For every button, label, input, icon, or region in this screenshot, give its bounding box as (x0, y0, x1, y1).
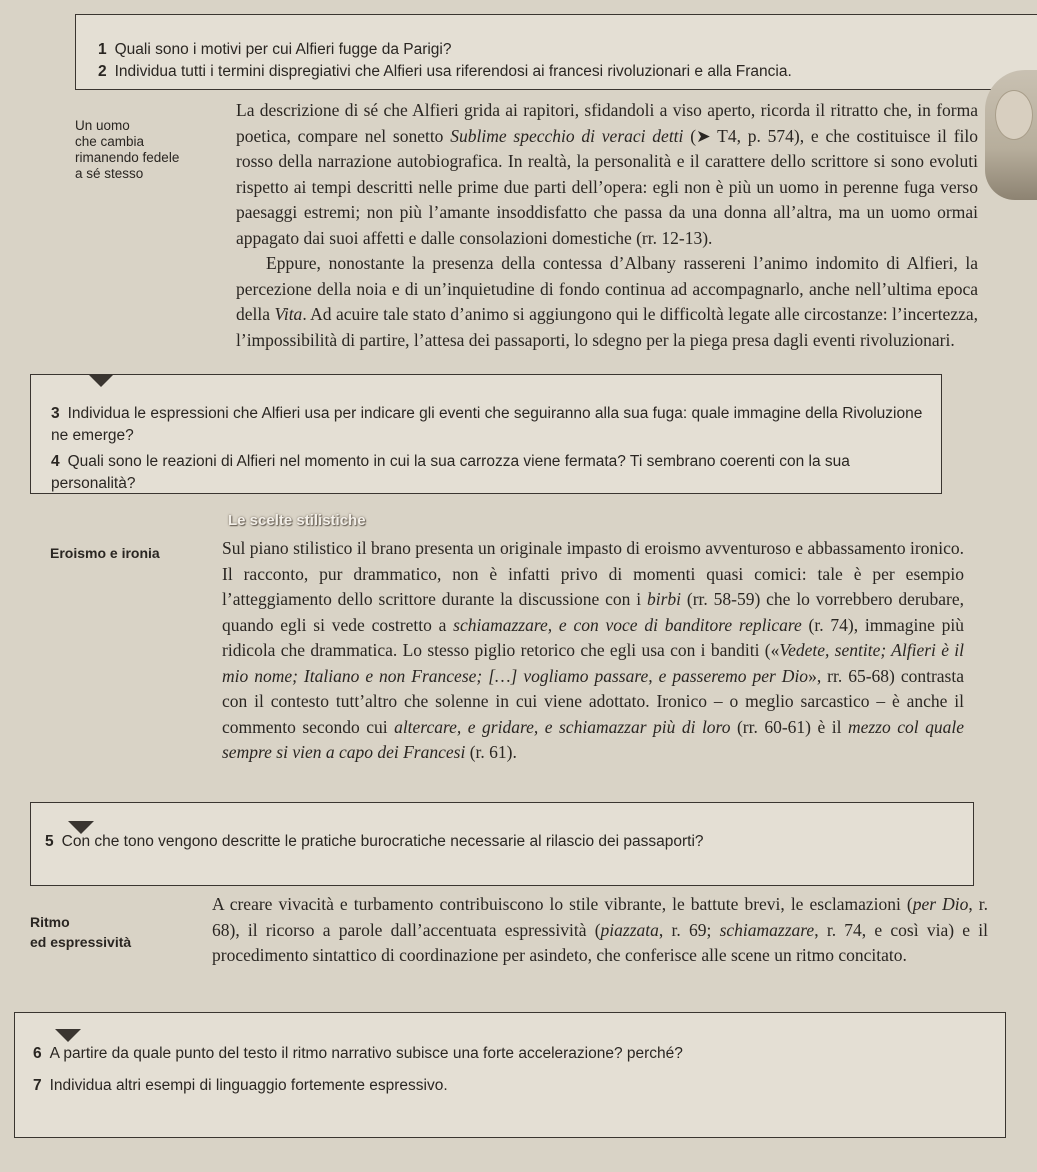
question-3: 3 Individua le espressioni che Alfieri usa per indicare gli eventi che seguiranno alla sua fuga: quale immagine della Rivoluzione ne emerge? (51, 405, 923, 444)
question-1: 1 Quali sono i motivi per cui Alfieri fugge da Parigi? (98, 41, 452, 58)
question-5: 5 Con che tono vengono descritte le pratiche burocratiche necessarie al rilascio dei passaporti? (45, 833, 704, 850)
box-marker-icon (55, 1029, 81, 1042)
question-4: 4 Quali sono le reazioni di Alfieri nel momento in cui la sua carrozza viene fermata? Ti sembrano coerenti con la sua personalità? (51, 453, 850, 492)
section1-paragraph-2: Eppure, nonostante la presenza della contessa d’Albany rassereni l’animo indomito di Alfieri, la percezione della noia e di un’inquietudine di fondo continua ad accompagnarlo, anche nell’ultima epoca della Vita. Ad acuire tale stato d’animo si aggiungono qui le difficoltà legate alle circostanze: l’incertezza, l’impossibilità di partire, l’attesa dei passaporti, lo sdegno per la piega presa dagli eventi rivoluzionari. (236, 253, 978, 350)
questions-box-4 (14, 1012, 1006, 1138)
question-7: 7 Individua altri esempi di linguaggio fortemente espressivo. (33, 1077, 448, 1094)
questions-box-1 (75, 14, 1037, 90)
alfieri-portrait-image (985, 70, 1037, 200)
questions-box-3 (30, 802, 974, 886)
portrait-face-icon (995, 90, 1033, 140)
section-heading: Le scelte stilistiche (228, 512, 366, 529)
margin-note-3: Ritmo ed espressività (30, 914, 132, 950)
margin-note-2: Eroismo e ironia (50, 545, 160, 561)
question-2: 2 Individua tutti i termini dispregiativi che Alfieri usa riferendosi ai francesi rivoluzionari e alla Francia. (98, 63, 792, 80)
section1-body (236, 98, 978, 353)
section3-body (212, 892, 988, 969)
section2-body (222, 536, 964, 766)
section2-paragraph: Sul piano stilistico il brano presenta un originale impasto di eroismo avventuroso e abbassamento ironico. Il racconto, pur drammatico, non è infatti privo di momenti quasi comici: tale è per esempio l’atteggiamento dello scrittore durante la discussione con i birbi (rr. 58-59) che lo vorrebbero derubare, quando egli si vede costretto a schiamazzare, e con voce di banditore replicare (r. 74), immagine più ridicola che drammatica. Lo stesso piglio retorico che egli usa con i banditi («Vedete, sentite; Alfieri è il mio nome; Italiano e non Francese; […] vogliamo passare, e passeremo per Dio», rr. 65-68) contrasta con il contesto tutt’altro che solenne in cui viene adottato. Ironico – o meglio sarcastico – è anche il commento secondo cui altercare, e gridare, e schiamazzar più di loro (rr. 60-61) è il mezzo col quale sempre si vien a capo dei Francesi (r. 61). (222, 538, 965, 762)
margin-note-1: Un uomo che cambia rimanendo fedele a sé stesso (75, 118, 180, 181)
questions-box-2 (30, 374, 942, 494)
question-6: 6 A partire da quale punto del testo il ritmo narrativo subisce una forte accelerazione? perché? (33, 1045, 683, 1062)
box-marker-icon (88, 374, 114, 387)
section1-paragraph-1: La descrizione di sé che Alfieri grida ai rapitori, sfidandoli a viso aperto, ricorda il ritratto che, in forma poetica, compare nel sonetto Sublime specchio di veraci detti (➤ T4, p. 574), e che costituisce il filo rosso della narrazione autobiografica. In realtà, la personalità e il carattere dello scrittore si sono evoluti rispetto ai tempi descritti nelle prime due parti dell’opera: egli non è più un uomo in perenne fuga verso paesaggi estremi; non più l’amante insoddisfatto che passa da una donna all’altra, ma un uomo ormai appagato dai suoi affetti e dalle consolazioni domestiche (rr. 12-13). (236, 100, 978, 248)
section3-paragraph: A creare vivacità e turbamento contribuiscono lo stile vibrante, le battute brevi, le esclamazioni (per Dio, r. 68), il ricorso a parole dall’accentuata espressività (piazzata, r. 69; schiamazzare, r. 74, e così via) e il procedimento sintattico di coordinazione per asindeto, che conferisce alle scene un ritmo concitato. (212, 894, 988, 965)
